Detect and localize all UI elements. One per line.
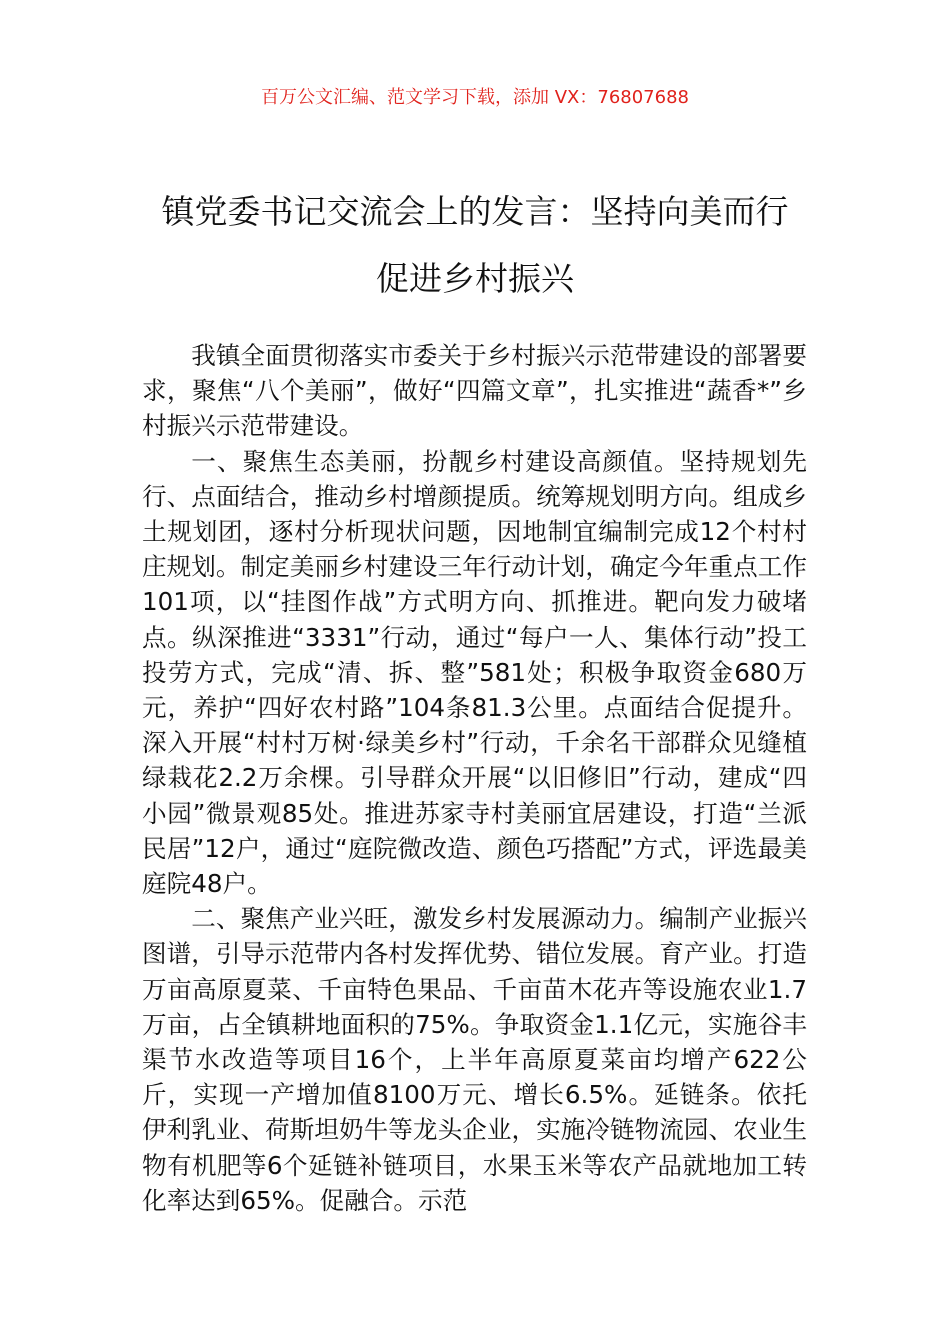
paragraph-section-one: 一、聚焦生态美丽，扮靓乡村建设高颜值。坚持规划先行、点面结合，推动乡村增颜提质。统筹规划明方向。组成乡土规划团，逐村分析现状问题，因地制宜编制完成12个村村庄规划。制定美丽乡村建设三年行动计划，确定今年重点工作101项，以“挂图作战”方式明方向、抓推进。靶向发力破堵点。纵深推进“3331”行动，通过“每户一人、集体行动”投工投劳方式，完成“清、拆、整”581处；积极争取资金680万元，养护“四好农村路”104条81.3公里。点面结合促提升。深入开展“村村万树·绿美乡村”行动，千余名干部群众见缝植绿栽花2.2万余棵。引导群众开展“以旧修旧”行动，建成“四小园”微景观85处。推进苏家寺村美丽宜居建设，打造“兰派民居”12户，通过“庭院微改造、颜色巧搭配”方式，评选最美庭院48户。 <box>142 446 807 899</box>
watermark-header-note: 百万公文汇编、范文学习下载，添加 VX：76807688 <box>261 87 689 108</box>
paragraph-section-two: 二、聚焦产业兴旺，激发乡村发展源动力。编制产业振兴图谱，引导示范带内各村发挥优势、错位发展。育产业。打造万亩高原夏菜、千亩特色果品、千亩苗木花卉等设施农业1.7万亩，占全镇耕地面积的75%。争取资金1.1亿元，实施谷丰渠节水改造等项目16个，上半年高原夏菜亩均增产622公斤，实现一产增加值8100万元、增长6.5%。延链条。依托伊利乳业、荷斯坦奶牛等龙头企业，实施冷链物流园、农业生物有机肥等6个延链补链项目，水果玉米等农产品就地加工转化率达到65%。促融合。示范 <box>142 904 807 1215</box>
document-body <box>142 338 807 1218</box>
document-title: 镇党委书记交流会上的发言：坚持向美而行 促进乡村振兴 <box>161 192 789 298</box>
paragraph-intro: 我镇全面贯彻落实市委关于乡村振兴示范带建设的部署要求，聚焦“八个美丽”，做好“四篇文章”，扎实推进“蔬香*”乡村振兴示范带建设。 <box>142 341 807 441</box>
